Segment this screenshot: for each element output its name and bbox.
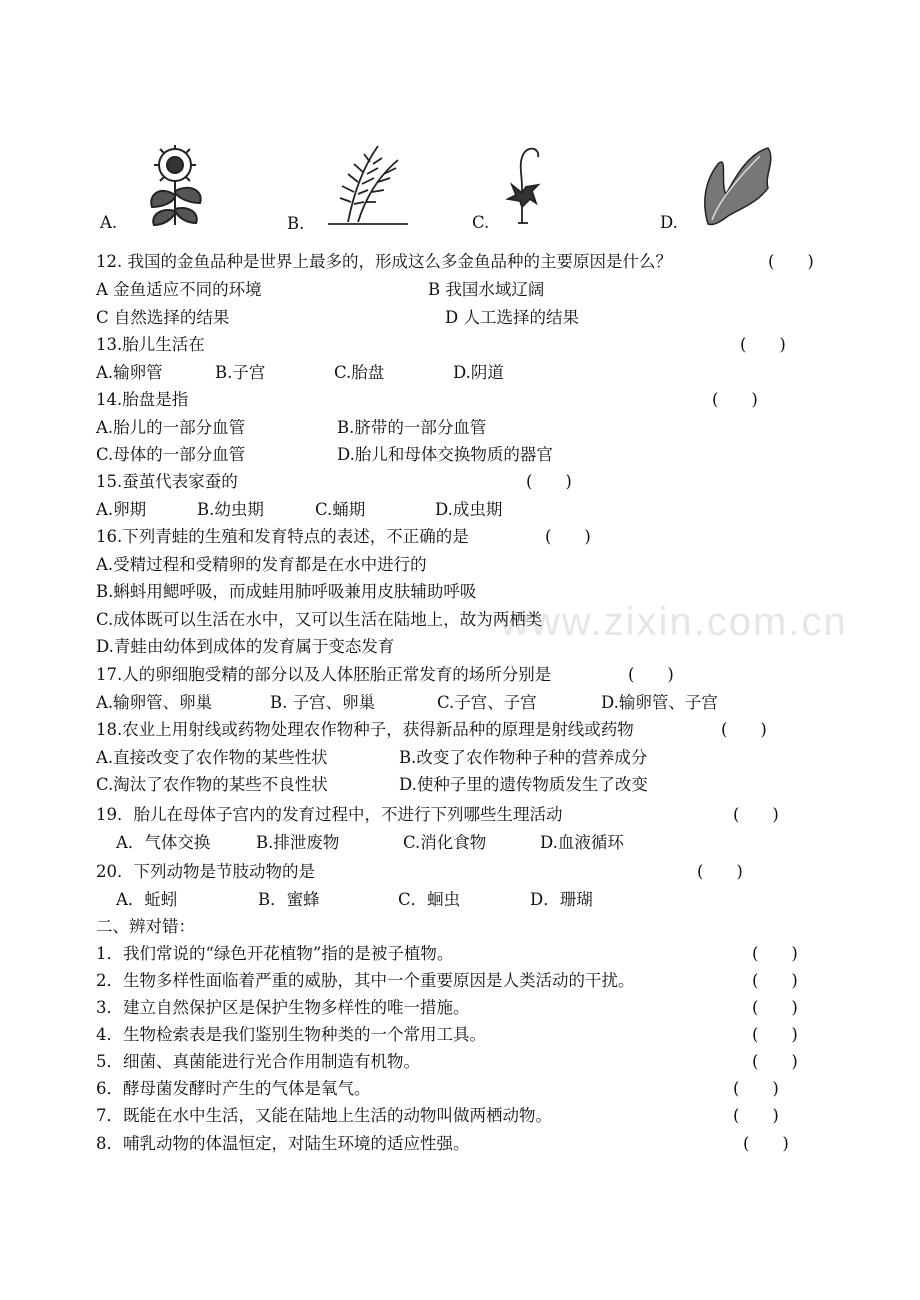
q16-answer-bracket[interactable]: ( )	[545, 527, 591, 546]
q15-answer-bracket[interactable]: ( )	[526, 472, 572, 491]
tf-item-4-bracket[interactable]: ( )	[752, 1025, 798, 1044]
tf-item-2-bracket[interactable]: ( )	[752, 971, 798, 990]
tf-item-6: 6．酵母菌发酵时产生的气体是氧气。	[96, 1079, 371, 1098]
q20-option-d[interactable]: D．珊瑚	[530, 890, 593, 909]
tf-item-5-bracket[interactable]: ( )	[752, 1052, 798, 1071]
q19-stem: 19．胎儿在母体子宫内的发育过程中，不进行下列哪些生理活动	[96, 805, 563, 824]
q14-option-b[interactable]: B.脐带的一部分血管	[337, 418, 487, 437]
q16-option-c[interactable]: C.成体既可以生活在水中，又可以生活在陆地上，故为两栖类	[96, 610, 543, 629]
q17-option-a[interactable]: A.输卵管、卵巢	[96, 693, 213, 712]
q13-answer-bracket[interactable]: ( )	[740, 335, 786, 354]
q20-stem: 20．下列动物是节肢动物的是	[96, 862, 315, 881]
q19-option-c[interactable]: C.消化食物	[403, 833, 487, 852]
q17-option-b[interactable]: B. 子宫、卵巢	[270, 693, 376, 712]
q16-option-b[interactable]: B.蝌蚪用鳃呼吸，而成蛙用肺呼吸兼用皮肤辅助呼吸	[96, 582, 477, 601]
q18-stem: 18.农业上用射线或药物处理农作物种子，获得新品种的原理是射线或药物	[96, 720, 634, 739]
option-d-label: D.	[660, 213, 678, 232]
q20-option-c[interactable]: C．蛔虫	[398, 890, 461, 909]
q14-option-d[interactable]: D.胎儿和母体交换物质的器官	[337, 445, 553, 464]
q15-option-d[interactable]: D.成虫期	[435, 500, 503, 519]
q19-answer-bracket[interactable]: ( )	[733, 805, 779, 824]
tf-item-7: 7．既能在水中生活，又能在陆地上生活的动物叫做两栖动物。	[96, 1106, 552, 1125]
q18-answer-bracket[interactable]: ( )	[721, 720, 767, 739]
q12-stem: 12. 我国的金鱼品种是世界上最多的，形成这么多金鱼品种的主要原因是什么？	[96, 252, 672, 271]
q13-option-d[interactable]: D.阴道	[453, 363, 504, 382]
q16-option-a[interactable]: A.受精过程和受精卵的发育都是在水中进行的	[96, 555, 427, 574]
tf-item-8-bracket[interactable]: ( )	[743, 1134, 789, 1153]
option-a-label: A.	[100, 213, 118, 232]
tf-item-5: 5．细菌、真菌能进行光合作用制造有机物。	[96, 1052, 420, 1071]
q16-option-d[interactable]: D.青蛙由幼体到成体的发育属于变态发育	[96, 637, 395, 656]
q18-option-b[interactable]: B.改变了农作物种子种的营养成分	[399, 748, 648, 767]
q19-option-a[interactable]: A．气体交换	[116, 833, 211, 852]
q12-answer-bracket[interactable]: ( )	[768, 252, 814, 271]
q15-option-c[interactable]: C.蛹期	[315, 500, 366, 519]
q19-option-d[interactable]: D.血液循环	[540, 833, 624, 852]
section2-title: 二、辨对错：	[96, 917, 195, 936]
q18-option-d[interactable]: D.使种子里的遗传物质发生了改变	[399, 775, 648, 794]
tf-item-1-bracket[interactable]: ( )	[752, 944, 798, 963]
q17-answer-bracket[interactable]: ( )	[628, 665, 674, 684]
q14-option-a[interactable]: A.胎儿的一部分血管	[96, 418, 246, 437]
tf-item-2: 2．生物多样性面临着严重的威胁，其中一个重要原因是人类活动的干扰。	[96, 971, 635, 990]
tf-item-8: 8．哺乳动物的体温恒定，对陆生环境的适应性强。	[96, 1134, 470, 1153]
fern-icon	[318, 142, 418, 227]
q20-option-a[interactable]: A．蚯蚓	[116, 890, 178, 909]
tf-item-4: 4．生物检索表是我们鉴别生物种类的一个常用工具。	[96, 1025, 486, 1044]
q13-option-c[interactable]: C.胎盘	[334, 363, 385, 382]
sunflower-icon	[130, 145, 220, 230]
q14-stem: 14.胎盘是指	[96, 390, 189, 409]
option-b-label: B.	[287, 214, 305, 233]
q15-option-b[interactable]: B.幼虫期	[197, 500, 264, 519]
q18-option-a[interactable]: A.直接改变了农作物的某些性状	[96, 748, 328, 767]
q12-option-a[interactable]: A 金鱼适应不同的环境	[96, 280, 262, 299]
q17-stem: 17.人的卵细胞受精的部分以及人体胚胎正常发育的场所分别是	[96, 665, 552, 684]
tf-item-7-bracket[interactable]: ( )	[733, 1106, 779, 1125]
q15-option-a[interactable]: A.卵期	[96, 500, 147, 519]
q20-option-b[interactable]: B．蜜蜂	[258, 890, 320, 909]
q14-answer-bracket[interactable]: ( )	[712, 390, 758, 409]
q12-option-d[interactable]: D 人工选择的结果	[445, 308, 579, 327]
q20-answer-bracket[interactable]: ( )	[697, 862, 743, 881]
q13-stem: 13.胎儿生活在	[96, 335, 205, 354]
q13-option-b[interactable]: B.子宫	[215, 363, 266, 382]
alga-icon	[698, 144, 783, 229]
q15-stem: 15.蚕茧代表家蚕的	[96, 472, 238, 491]
q17-option-d[interactable]: D.输卵管、子宫	[601, 693, 718, 712]
tf-item-1: 1．我们常说的“绿色开花植物”指的是被子植物。	[96, 944, 454, 963]
tf-item-3-bracket[interactable]: ( )	[752, 998, 798, 1017]
watermark: www.zixin.com.cn	[500, 600, 848, 644]
moss-icon	[500, 143, 550, 228]
q17-option-c[interactable]: C.子宫、子宫	[437, 693, 537, 712]
q12-option-b[interactable]: B 我国水域辽阔	[428, 280, 545, 299]
q14-option-c[interactable]: C.母体的一部分血管	[96, 445, 246, 464]
tf-item-3: 3．建立自然保护区是保护生物多样性的唯一措施。	[96, 998, 470, 1017]
q18-option-c[interactable]: C.淘汰了农作物的某些不良性状	[96, 775, 328, 794]
q16-stem: 16.下列青蛙的生殖和发育特点的表述，不正确的是	[96, 527, 469, 546]
q19-option-b[interactable]: B.排泄废物	[256, 833, 340, 852]
q12-option-c[interactable]: C 自然选择的结果	[96, 308, 230, 327]
option-c-label: C.	[472, 213, 490, 232]
tf-item-6-bracket[interactable]: ( )	[733, 1079, 779, 1098]
q13-option-a[interactable]: A.输卵管	[96, 363, 163, 382]
